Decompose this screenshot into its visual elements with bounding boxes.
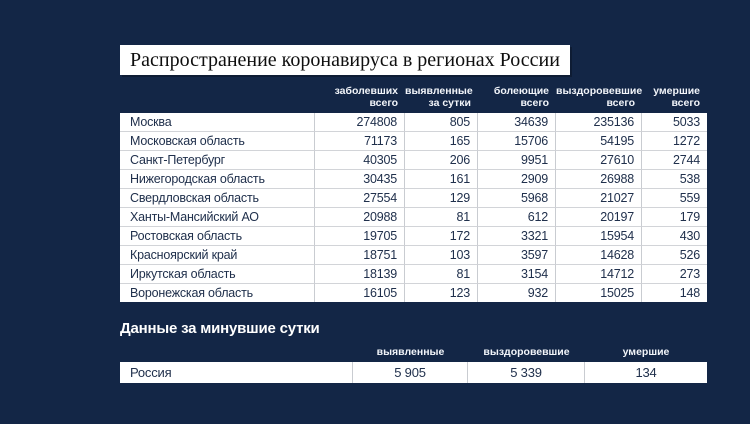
value-cell: 15954	[556, 227, 642, 246]
region-name-cell: Ростовская область	[120, 227, 315, 246]
value-cell: 274808	[315, 113, 405, 132]
table-row	[120, 284, 707, 302]
column-header-line: заболевших	[334, 85, 398, 97]
column-header-deaths: умершие	[622, 346, 670, 358]
value-cell: 165	[405, 132, 478, 151]
column-header-line: всего	[671, 97, 700, 110]
page-title: Распространение коронавируса в регионах России	[120, 45, 570, 75]
region-column-header	[120, 85, 315, 113]
value-cell: 27610	[556, 151, 642, 170]
column-header-infected-total	[315, 85, 405, 113]
table-row	[120, 113, 707, 132]
value-cell: 612	[478, 208, 556, 227]
value-cell: 273	[642, 265, 707, 284]
value-cell: 30435	[315, 170, 405, 189]
column-header-detected: выявленные	[376, 346, 445, 358]
table-row	[120, 265, 707, 284]
value-cell: 148	[642, 284, 707, 302]
value-cell: 20197	[556, 208, 642, 227]
value-cell: 1272	[642, 132, 707, 151]
region-name-cell: Иркутская область	[120, 265, 315, 284]
region-name-cell: Москва	[120, 113, 315, 132]
country-name-cell: Россия	[120, 362, 353, 383]
value-cell: 9951	[478, 151, 556, 170]
value-cell: 18139	[315, 265, 405, 284]
column-header-line: всего	[520, 97, 549, 110]
value-cell: 21027	[556, 189, 642, 208]
column-header-line: выздоровевшие	[556, 85, 643, 97]
value-cell: 430	[642, 227, 707, 246]
value-cell: 134	[585, 362, 707, 383]
table-row	[120, 151, 707, 170]
daily-section-heading: Данные за минувшие сутки	[120, 320, 320, 337]
value-cell: 18751	[315, 246, 405, 265]
value-cell: 26988	[556, 170, 642, 189]
value-cell: 20988	[315, 208, 405, 227]
value-cell: 2744	[642, 151, 707, 170]
value-cell: 3597	[478, 246, 556, 265]
value-cell: 172	[405, 227, 478, 246]
value-cell: 161	[405, 170, 478, 189]
value-cell: 15706	[478, 132, 556, 151]
region-name-cell: Воронежская область	[120, 284, 315, 302]
column-header-sick-total	[478, 85, 556, 113]
value-cell: 71173	[315, 132, 405, 151]
value-cell: 15025	[556, 284, 642, 302]
column-header-line: выявленные	[405, 85, 473, 97]
value-cell: 2909	[478, 170, 556, 189]
value-cell: 123	[405, 284, 478, 302]
value-cell: 3321	[478, 227, 556, 246]
value-cell: 538	[642, 170, 707, 189]
value-cell: 5 339	[468, 362, 585, 383]
daily-totals-table	[120, 344, 707, 383]
value-cell: 932	[478, 284, 556, 302]
column-header-line: всего	[606, 97, 635, 110]
value-cell: 16105	[315, 284, 405, 302]
column-header-recovered: выздоровевшие	[483, 346, 570, 358]
value-cell: 235136	[556, 113, 642, 132]
column-header-deaths-total	[642, 85, 707, 113]
value-cell: 526	[642, 246, 707, 265]
value-cell: 34639	[478, 113, 556, 132]
value-cell: 129	[405, 189, 478, 208]
table-row	[120, 362, 707, 383]
column-header-line: всего	[369, 97, 398, 110]
column-header-line: болеющие	[493, 85, 549, 97]
region-name-cell: Нижегородская область	[120, 170, 315, 189]
column-header-line: умершие	[653, 85, 700, 97]
value-cell: 40305	[315, 151, 405, 170]
regions-table	[120, 85, 707, 302]
daily-table-header-row	[120, 344, 707, 362]
region-name-cell: Красноярский край	[120, 246, 315, 265]
table-row	[120, 246, 707, 265]
value-cell: 3154	[478, 265, 556, 284]
table-row	[120, 189, 707, 208]
value-cell: 14712	[556, 265, 642, 284]
value-cell: 54195	[556, 132, 642, 151]
table-row	[120, 170, 707, 189]
column-header-line: за сутки	[428, 97, 471, 110]
value-cell: 559	[642, 189, 707, 208]
value-cell: 805	[405, 113, 478, 132]
table-row	[120, 132, 707, 151]
value-cell: 5 905	[353, 362, 468, 383]
table-row	[120, 227, 707, 246]
column-header-recovered-total	[556, 85, 642, 113]
value-cell: 27554	[315, 189, 405, 208]
regions-table-header-row	[120, 85, 707, 113]
value-cell: 179	[642, 208, 707, 227]
value-cell: 19705	[315, 227, 405, 246]
table-row	[120, 208, 707, 227]
region-name-cell: Санкт-Петербург	[120, 151, 315, 170]
region-name-cell: Московская область	[120, 132, 315, 151]
value-cell: 14628	[556, 246, 642, 265]
value-cell: 81	[405, 208, 478, 227]
value-cell: 103	[405, 246, 478, 265]
value-cell: 81	[405, 265, 478, 284]
column-header-detected-daily	[405, 85, 478, 113]
region-name-cell: Ханты-Мансийский АО	[120, 208, 315, 227]
value-cell: 5033	[642, 113, 707, 132]
value-cell: 206	[405, 151, 478, 170]
region-name-cell: Свердловская область	[120, 189, 315, 208]
country-column-header	[120, 344, 353, 362]
value-cell: 5968	[478, 189, 556, 208]
